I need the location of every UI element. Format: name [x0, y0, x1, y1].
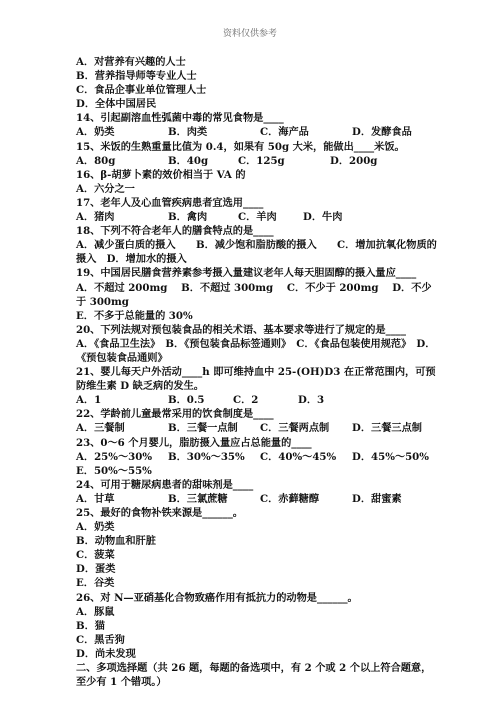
option: D．3 [298, 394, 325, 407]
option: A．减少蛋白质的摄入 [76, 239, 176, 252]
option: D．发酵食品 [352, 126, 412, 139]
question-19-options: A．不超过 200mg B．不超过 300mg C．不少于 200mg D．不少于 300mg [76, 281, 432, 308]
option: B．0.5 [168, 394, 205, 407]
question-15-options [76, 154, 438, 168]
question-18: 18、下列不符合老年人的膳食特点的是____ [76, 225, 274, 238]
option: C．羊肉 [238, 211, 277, 224]
option: C．海产品 [260, 126, 309, 139]
question-22-options [76, 421, 438, 435]
option-line: A．奶类 [76, 521, 115, 534]
exam-content [76, 55, 438, 689]
option: D．45%～50% [352, 450, 429, 463]
question-19: 19、中国居民膳食营养素参考摄入量建议老年人每天胆固醇的摄入量应____ [76, 267, 417, 280]
option: B．三餐一点制 [168, 422, 238, 435]
option: A．1 [76, 394, 102, 407]
option-line: B．猫 [76, 619, 105, 632]
option: D．增加水的摄入 [106, 253, 187, 266]
question-21-options [76, 393, 438, 407]
option-line: D．全体中国居民 [76, 98, 157, 111]
question-23: 23、0～6 个月婴儿，脂肪摄入量应占总能量的____ [76, 436, 312, 449]
option: C．40%～45% [260, 450, 337, 463]
option: A．25%～30% [76, 450, 152, 463]
option: C．三餐两点制 [260, 422, 330, 435]
option: A．80g [76, 154, 116, 167]
question-15: 15、米饭的生熟重量比值为 0.4，如果有 50g 大米，能做出____米饭。 [76, 140, 405, 153]
option-line: B．营养指导师等专业人士 [76, 70, 197, 83]
question-20: 20、下列法规对预包装食品的相关术语、基本要求等进行了规定的是____ [76, 323, 406, 336]
question-22: 22、学龄前儿童最常采用的饮食制度是____ [76, 408, 274, 421]
option-line: A．对营养有兴趣的人士 [76, 56, 186, 68]
question-16: 16、β-胡萝卜素的效价相当于 VA 的 [76, 168, 246, 181]
option: C．2 [233, 394, 259, 407]
option: C．增加抗氧化物质的摄入 [76, 239, 437, 266]
option-line: E．谷类 [76, 577, 115, 590]
option-line: B．动物血和肝脏 [76, 535, 156, 548]
question-18-options [76, 238, 438, 266]
header-watermark: 资料仅供参考 [222, 29, 277, 39]
option: A．三餐制 [76, 422, 125, 435]
option: A．奶类 [76, 126, 115, 139]
option: D．三餐三点制 [352, 422, 422, 435]
option: C．125g [238, 154, 285, 167]
option: D．甜蜜素 [352, 492, 402, 505]
question-20-options: A．《食品卫生法》 B．《预包装食品标签通则》 C．《食品包装使用规范》 D．《预包装食品通则》 [76, 337, 436, 364]
option: B．三氯蔗糖 [168, 492, 228, 505]
option: C．赤藓糖醇 [260, 492, 320, 505]
option: B．禽肉 [168, 211, 208, 224]
option-line: C．菠菜 [76, 549, 115, 562]
option: A．猪肉 [76, 211, 115, 224]
option-line: C．黑舌狗 [76, 633, 125, 646]
option: B．肉类 [168, 126, 208, 139]
question-17: 17、老年人及心血管疾病患者宜选用____ [76, 196, 264, 209]
option: A．甘草 [76, 492, 115, 505]
option-line: A．六分之一 [76, 182, 135, 195]
option-line: E．50%～55% [76, 464, 152, 477]
option: D．牛肉 [303, 211, 343, 224]
question-14: 14、引起副溶血性弧菌中毒的常见食物是____ [76, 112, 284, 125]
question-24: 24、可用于糖尿病患者的甜味剂是____ [76, 478, 254, 491]
option-line: A．豚鼠 [76, 605, 115, 618]
option-line: D．蛋类 [76, 563, 116, 576]
question-23-options [76, 450, 438, 464]
option-line: C．食品企事业单位管理人士 [76, 84, 207, 97]
question-21: 21、婴儿每天户外活动____h 即可维持血中 25-(OH)D3 在正常范围内，可预防维生素 D 缺乏病的发生。 [76, 366, 436, 393]
option: B．40g [168, 154, 209, 167]
option-line: D．尚未发现 [76, 647, 136, 660]
option: B．减少饱和脂肪酸的摄入 [195, 239, 317, 252]
question-14-options [76, 125, 438, 139]
option: D．200g [330, 154, 378, 167]
section-heading-multiple-choice: 二、多项选择题（共 26 题，每题的备选项中，有 2 个或 2 个以上符合题意，至少有 1 个错项。） [76, 662, 432, 689]
option-line: E．不多于总能量的 30% [76, 309, 193, 322]
question-25: 25、最好的食物补铁来源是______。 [76, 507, 243, 519]
question-17-options [76, 210, 438, 224]
question-26: 26、对 N—亚硝基化合物致癌作用有抵抗力的动物是______。 [76, 591, 358, 604]
question-24-options [76, 492, 438, 506]
option: B．30%～35% [168, 450, 245, 463]
